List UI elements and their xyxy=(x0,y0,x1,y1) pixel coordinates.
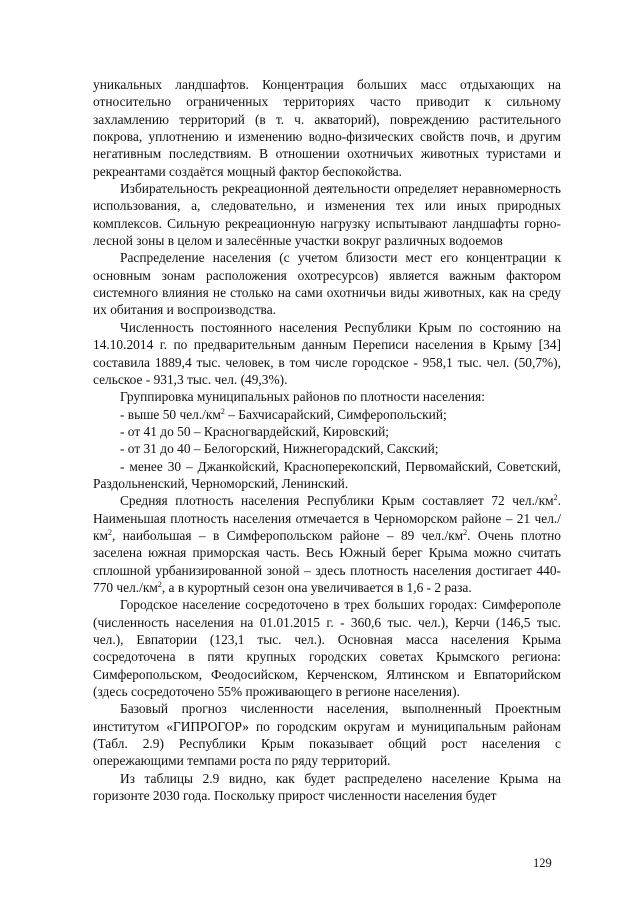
list-item: - от 41 до 50 – Красногвардейский, Кировский; xyxy=(120,423,390,439)
list-item: - выше 50 $чел./км^2$ – Бахчисарайский, Симферопольский; xyxy=(120,406,447,422)
document-page xyxy=(93,76,561,804)
paragraph-population-distribution: Распределение населения (с учетом близости мест его концентрации к основным зонам расположения охотресурсов) является важным фактором системного влияния не столько на сами охотничьи виды животных, как на среду их обитания и воспроизводства. xyxy=(93,250,561,318)
density-list xyxy=(93,406,561,493)
paragraph-landscapes: уникальных ландшафтов. Концентрация больших масс отдыхающих на относительно ограниченных территориях часто приводит к сильному захламлению территорий (в т. ч. акваторий), повреждению растительного покрова, уплотнению и изменению водно-физических свойств почв, и другим негативным последствиям. В отношении охотничьих животных туристами и рекреантами создаётся мощный фактор беспокойства. xyxy=(93,77,561,179)
paragraph-recreation-selectivity: Избирательность рекреационной деятельности определяет неравномерность использования, а, следовательно, и изменения тех или иных природных комплексов. Сильную рекреационную нагрузку испытывают ландшафты горно-лесной зоны в целом и залесённые участки вокруг различных водоемов xyxy=(93,181,561,249)
list-item: - менее 30 – Джанкойский, Красноперекопский, Первомайский, Советский, Раздольненский, Черноморский, Ленинский. xyxy=(93,458,561,491)
paragraph-table-reference: Из таблицы 2.9 видно, как будет распределено население Крыма на горизонте 2030 года. Поскольку прирост численности населения будет xyxy=(93,770,561,804)
list-item: - от 31 до 40 – Белогорский, Нижнегорадский, Сакский; xyxy=(120,441,439,457)
paragraph-average-density: Средняя плотность населения Республики Крым составляет 72 $чел./км^2$. Наименьшая плотность населения отмечается в Черноморском районе – 21 $чел./км^2$, наибольшая – в Симферопольском районе – 89 $чел./км^2$. Очень плотно заселена южная приморская часть. Весь Южный берег Крыма можно считать сплошной урбанизированной зоной – здесь плотность населения достигает 440-770 $чел./км^2$, а в курортный сезон она увеличивается в 1,6 - 2 раза. xyxy=(93,493,561,595)
paragraph-grouping-heading: Группировка муниципальных районов по плотности населения: xyxy=(120,389,485,405)
paragraph-forecast: Базовый прогноз численности населения, выполненный Проектным институтом «ГИПРОГОР» по городским округам и муниципальным районам (Табл. 2.9) Республики Крым показывает общий рост населения с опережающими темпами роста по ряду территорий. xyxy=(93,701,561,769)
page-number: 129 xyxy=(533,856,552,870)
paragraph-urban-population: Городское население сосредоточено в трех больших городах: Симферополе (численность населения на 01.01.2015 г. - 360,6 тыс. чел.), Керчи (146,5 тыс. чел.), Евпатории (123,1 тыс. чел.). Основная масса населения Крыма сосредоточена в пяти крупных городских советах Крымского региона: Симферопольском, Феодосийском, Керченском, Ялтинском и Евпаторийском (здесь сосредоточено 55% проживающего в регионе населения). xyxy=(93,597,561,700)
paragraph-population-census: Численность постоянного населения Республики Крым по состоянию на 14.10.2014 г. по предварительным данным Переписи населения в Крыму [34] составила 1889,4 тыс. человек, в том числе городское - 958,1 тыс. чел. (50,7%), сельское - 931,3 тыс. чел. (49,3%). xyxy=(93,319,561,387)
